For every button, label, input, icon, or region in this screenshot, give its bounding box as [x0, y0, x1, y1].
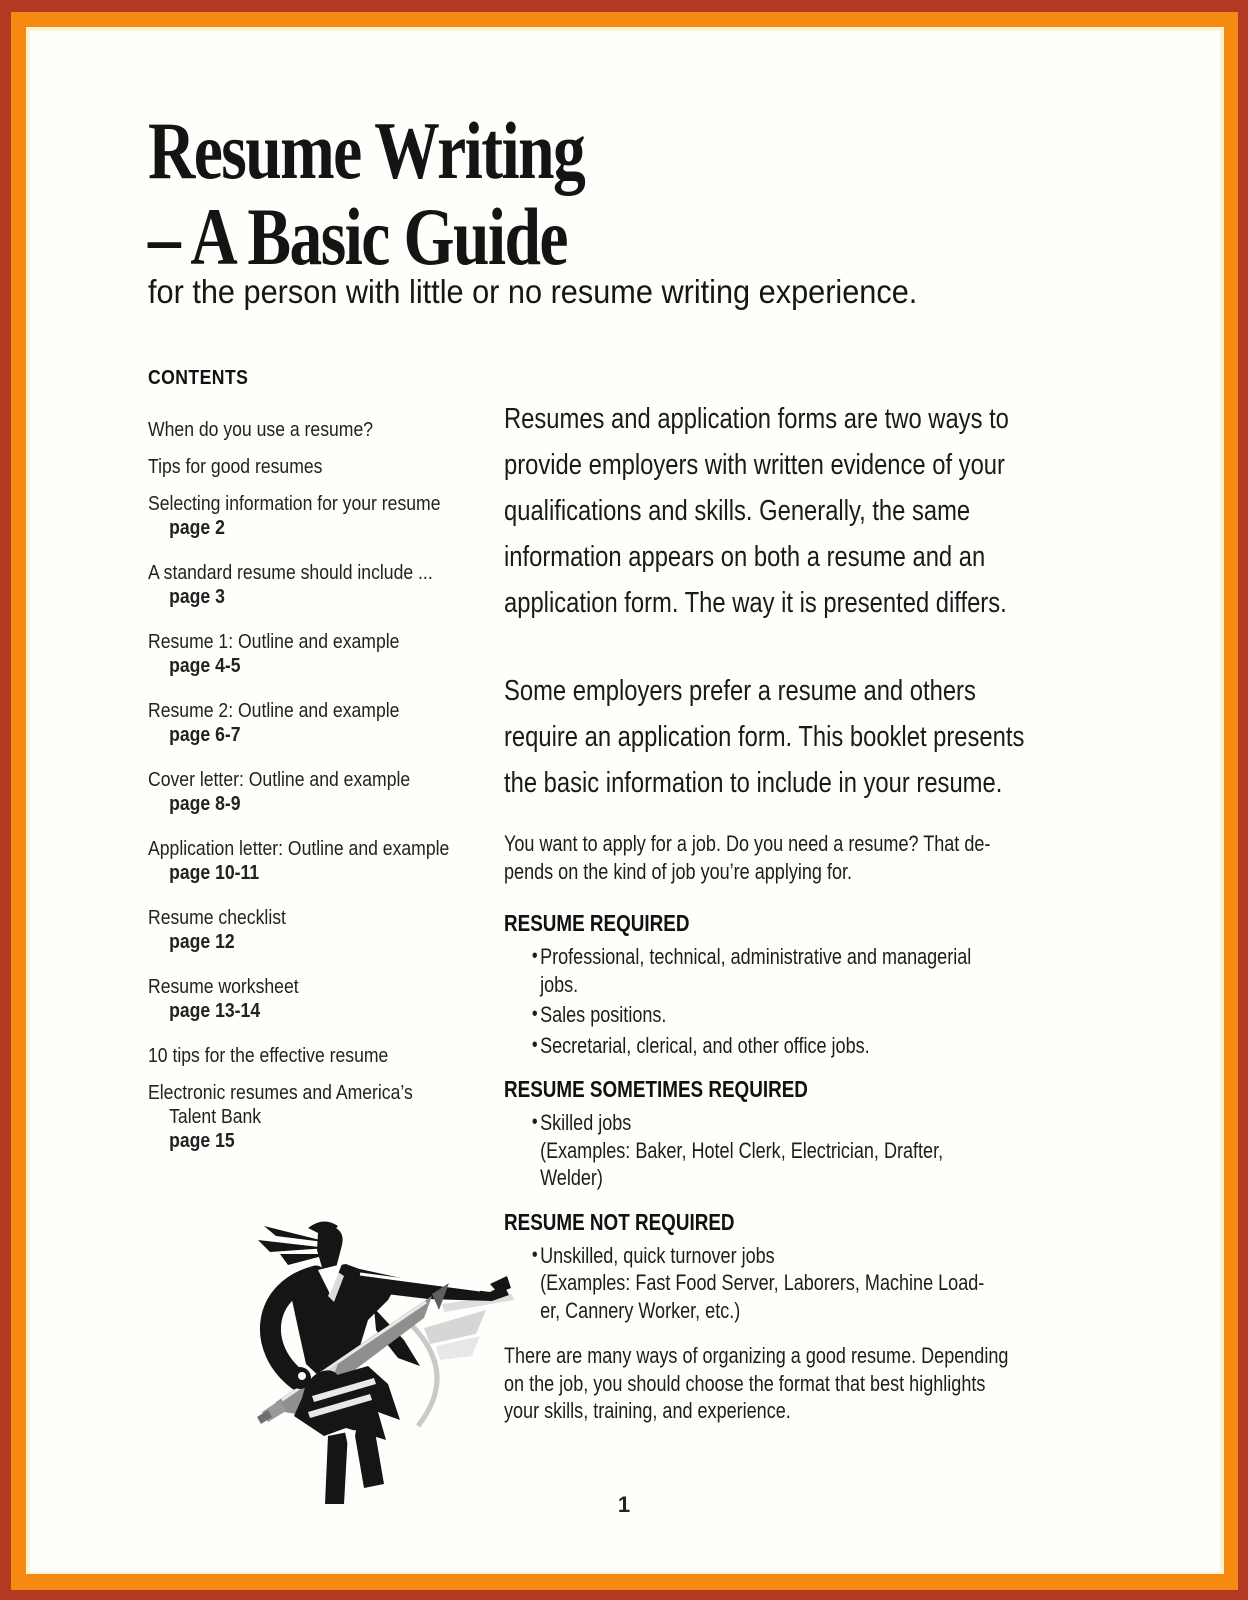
toc-item-page: page 10-11 — [169, 862, 260, 884]
section-resume-required — [504, 909, 1127, 1059]
toc-item — [148, 492, 518, 540]
toc-item-page: page 13-14 — [169, 1000, 261, 1022]
page-title-line2: – A Basic Guide — [148, 191, 567, 282]
toc-item-label: When do you use a resume? — [148, 419, 374, 441]
intro-paragraph-1: Resumes and application forms are two ways to provide employers with written evidence of your qualifications and skills. Generally, the same information appears on both a resume and an application form. The way it is presented differs. — [504, 403, 1009, 619]
bullet-item: • Skilled jobs (Examples: Baker, Hotel Clerk, Electrician, Drafter, Welder) — [504, 1109, 1127, 1192]
bullet-item: • Secretarial, clerical, and other office jobs. — [504, 1032, 1127, 1060]
toc-item-page: page 15 — [169, 1130, 235, 1152]
bullet-item: • Unskilled, quick turnover jobs (Examples: Fast Food Server, Laborers, Machine Load- er, Cannery Worker, etc.) — [504, 1242, 1127, 1325]
bullet-item: • Professional, technical, administrative and managerial jobs. — [504, 943, 1127, 998]
toc-item-label-line2: Talent Bank — [169, 1106, 262, 1128]
toc-item — [148, 630, 518, 678]
toc-item-page: page 6-7 — [169, 724, 241, 746]
section-heading: RESUME SOMETIMES REQUIRED — [504, 1076, 808, 1102]
toc-item-page: page 8-9 — [169, 793, 241, 815]
toc-item-label: Resume 1: Outline and example — [148, 631, 400, 653]
main-text-column — [504, 396, 1127, 1449]
toc-item — [148, 561, 518, 609]
page-title-line1: Resume Writing — [148, 105, 585, 196]
toc-item-label: Tips for good resumes — [148, 456, 323, 478]
toc-item — [148, 1044, 518, 1068]
section-resume-sometimes-required — [504, 1075, 1127, 1192]
toc-item — [148, 837, 518, 885]
toc-item-label: 10 tips for the effective resume — [148, 1045, 389, 1067]
intro-paragraph-2: Some employers prefer a resume and others require an application form. This booklet presents the basic information to include in your resume. — [504, 675, 1025, 799]
section-heading: RESUME REQUIRED — [504, 910, 690, 936]
toc-item-page: page 2 — [169, 517, 225, 539]
toc-item — [148, 699, 518, 747]
toc-item-label: Resume 2: Outline and example — [148, 700, 400, 722]
page-number: 1 — [617, 1492, 631, 1517]
contents-list — [148, 366, 518, 1174]
toc-item — [148, 975, 518, 1023]
closing-paragraph: There are many ways of organizing a good resume. Depending on the job, you should choose the format that best highlights your skills, training, and experience. — [504, 1343, 1009, 1423]
bullet-icon: • — [531, 1243, 538, 1266]
writer-illustration — [228, 1188, 528, 1518]
bullet-icon: • — [531, 1033, 538, 1056]
toc-item-page: page 4-5 — [169, 655, 241, 677]
bullet-item: • Sales positions. — [504, 1001, 1127, 1029]
toc-item-label: A standard resume should include ... — [148, 562, 433, 584]
note-paragraph: You want to apply for a job. Do you need a resume? That de- pends on the kind of job you’re applying for. — [504, 831, 991, 884]
toc-item — [148, 1081, 518, 1153]
toc-item-page: page 12 — [169, 931, 235, 953]
toc-item-label: Resume checklist — [148, 907, 286, 929]
section-heading: RESUME NOT REQUIRED — [504, 1208, 735, 1235]
toc-item — [148, 455, 518, 479]
contents-heading: CONTENTS — [148, 367, 249, 389]
page-subtitle: for the person with little or no resume writing experience. — [148, 273, 918, 310]
toc-item — [148, 418, 518, 442]
section-resume-not-required — [504, 1208, 1127, 1325]
toc-item-label: Cover letter: Outline and example — [148, 769, 411, 791]
toc-item-label: Selecting information for your resume — [148, 493, 441, 515]
toc-item-label: Application letter: Outline and example — [148, 838, 450, 860]
toc-item-label: Resume worksheet — [148, 976, 299, 998]
toc-item-page: page 3 — [169, 586, 225, 608]
bullet-icon: • — [531, 1003, 538, 1025]
bullet-icon: • — [531, 1111, 538, 1133]
bullet-icon: • — [531, 945, 538, 967]
toc-item-label: Electronic resumes and America’s — [148, 1082, 413, 1104]
page-title — [148, 105, 585, 282]
toc-item — [148, 906, 518, 954]
toc-item — [148, 768, 518, 816]
